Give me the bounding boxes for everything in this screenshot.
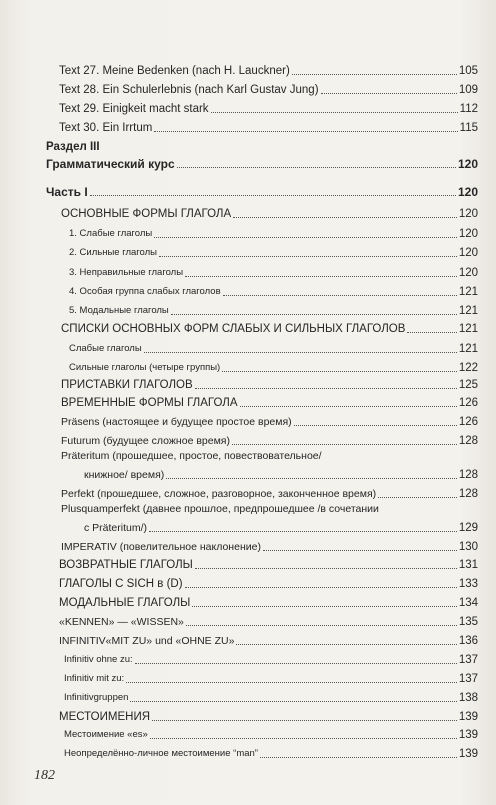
toc-entry-title: Сильные глаголы (четыре группы) (69, 362, 221, 373)
toc-entry-title: Infinitivgruppen (64, 692, 129, 703)
toc-entry[interactable] (61, 376, 478, 392)
toc-leader (186, 625, 457, 626)
toc-entry[interactable] (59, 556, 478, 572)
toc-entry-title: ПРИСТАВКИ ГЛАГОЛОВ (61, 379, 193, 391)
toc-leader (232, 444, 457, 445)
toc-leader (195, 388, 457, 389)
toc-entry[interactable] (84, 466, 478, 482)
toc-leader (211, 112, 458, 113)
toc-entry-title: IMPERATIV (повелительное наклонение) (61, 541, 261, 553)
toc-entry-title: Text 28. Ein Schulerlebnis (nach Karl Gustav Jung) (59, 84, 319, 96)
toc-entry-page: 109 (458, 84, 478, 96)
toc-entry-page: 137 (458, 654, 478, 666)
toc-entry-page: 121 (458, 343, 478, 355)
toc-leader (195, 568, 457, 569)
toc-entry[interactable] (61, 413, 478, 429)
toc-entry-title: Infinitiv ohne zu: (64, 654, 133, 665)
toc-leader (236, 644, 456, 645)
toc-entry-title: Часть I (46, 185, 88, 199)
toc-entry-title: Präsens (настоящее и будущее простое время) (61, 416, 292, 428)
toc-leader (233, 217, 457, 218)
toc-entry-title: 5. Модальные глаголы (69, 305, 169, 316)
toc-entry[interactable] (64, 651, 478, 667)
toc-leader (154, 131, 457, 132)
toc-entry-title: Text 29. Einigkeit macht stark (59, 103, 209, 115)
toc-entry[interactable] (59, 575, 478, 591)
toc-leader (223, 295, 457, 296)
toc-leader (263, 550, 457, 551)
toc-entry-title-line1: Präteritum (прошедшее, простое, повествовательное/ (61, 450, 322, 462)
toc-leader (378, 497, 457, 498)
toc-entry-title: книжное/ время) (84, 469, 165, 481)
toc-entry[interactable] (61, 432, 478, 448)
toc-entry[interactable] (59, 119, 478, 135)
toc-entry-title: ОСНОВНЫЕ ФОРМЫ ГЛАГОЛА (61, 208, 232, 220)
toc-leader (407, 332, 456, 333)
toc-leader (321, 93, 457, 94)
toc-entry-page: 129 (458, 522, 478, 534)
toc-entry[interactable] (64, 689, 478, 705)
toc-entry-title: Perfekt (прошедшее, сложное, разговорное, законченное время) (61, 488, 377, 500)
toc-entry[interactable] (59, 613, 478, 629)
toc-entry-title: СПИСКИ ОСНОВНЫХ ФОРМ СЛАБЫХ И СИЛЬНЫХ ГЛАГОЛОВ (61, 323, 406, 335)
toc-entry-page: 128 (458, 488, 478, 500)
toc-entry-title: ВРЕМЕННЫЕ ФОРМЫ ГЛАГОЛА (61, 397, 238, 409)
toc-leader (154, 237, 457, 238)
toc-entry-title: ВОЗВРАТНЫЕ ГЛАГОЛЫ (59, 559, 193, 571)
toc-entry-page: 120 (458, 267, 478, 279)
toc-leader (166, 478, 457, 479)
toc-entry-page: 105 (458, 65, 478, 77)
toc-entry-title: Infinitiv mit zu: (64, 673, 125, 684)
toc-entry[interactable] (64, 745, 478, 761)
toc-entry-title: 3. Неправильные глаголы (69, 267, 184, 278)
toc-entry-title: Text 27. Meine Bedenken (nach H. Lauckner) (59, 65, 290, 77)
toc-entry[interactable] (69, 264, 478, 280)
toc-entry-page: 139 (458, 748, 478, 760)
toc-entry[interactable] (64, 670, 478, 686)
toc-entry[interactable] (64, 726, 478, 742)
toc-leader (152, 720, 457, 721)
toc-entry-page: 133 (458, 578, 478, 590)
toc-entry-page: 126 (458, 416, 478, 428)
toc-entry-page: 131 (458, 559, 478, 571)
toc-entry-page: 121 (458, 323, 478, 335)
toc-entry-page: 137 (458, 673, 478, 685)
toc-leader (171, 314, 457, 315)
toc-entry-title: «KENNEN» — «WISSEN» (59, 616, 184, 628)
page-number: 182 (34, 768, 55, 783)
toc-entry-title: ГЛАГОЛЫ С SICH в (D) (59, 578, 183, 590)
toc-entry-page: 120 (458, 208, 478, 220)
toc-leader (130, 701, 456, 702)
toc-entry-title: 4. Особая группа слабых глаголов (69, 286, 221, 297)
toc-entry-page: 128 (458, 469, 478, 481)
toc-leader (260, 757, 457, 758)
toc-entry-page: 120 (457, 185, 478, 199)
toc-entry[interactable] (69, 302, 478, 318)
toc-entry-title: Text 30. Ein Irrtum (59, 122, 153, 134)
section-heading: Раздел III (46, 141, 100, 153)
toc-entry-page: 134 (458, 597, 478, 609)
toc-leader (177, 167, 456, 168)
toc-entry-page: 126 (458, 397, 478, 409)
toc-leader (159, 256, 457, 257)
toc-entry-title: 2. Сильные глаголы (69, 247, 158, 258)
toc-entry-page: 139 (458, 711, 478, 723)
toc-leader (185, 276, 457, 277)
toc-entry-title: Грамматический курс (46, 157, 175, 171)
toc-entry-page: 135 (458, 616, 478, 628)
toc-entry[interactable] (61, 394, 478, 410)
toc-entry-page: 120 (458, 228, 478, 240)
toc-entry-page: 120 (457, 157, 478, 171)
toc-entry-page: 130 (458, 541, 478, 553)
toc-entry-page: 121 (458, 286, 478, 298)
toc-entry[interactable] (61, 485, 478, 501)
toc-entry[interactable] (84, 519, 478, 535)
toc-entry[interactable] (69, 283, 478, 299)
toc-entry[interactable] (61, 538, 478, 554)
toc-leader (185, 587, 457, 588)
toc-entry[interactable] (61, 320, 478, 336)
toc-leader (292, 74, 457, 75)
toc-leader (240, 406, 457, 407)
toc-leader (150, 738, 457, 739)
toc-entry-title: МЕСТОИМЕНИЯ (59, 711, 151, 723)
toc-entry-page: 121 (458, 305, 478, 317)
toc-leader (90, 195, 456, 196)
toc-entry-title: Слабые глаголы (69, 343, 142, 354)
toc-entry-page: 136 (458, 635, 478, 647)
toc-entry-title: 1. Слабые глаголы (69, 228, 153, 239)
toc-entry[interactable] (59, 594, 478, 610)
toc-entry-page: 115 (459, 122, 478, 134)
toc-entry-title: МОДАЛЬНЫЕ ГЛАГОЛЫ (59, 597, 191, 609)
toc-entry[interactable] (69, 244, 478, 260)
toc-entry[interactable] (59, 100, 478, 116)
toc-entry-title-line1: Plusquamperfekt (давнее прошлое, предпрошедшее /в сочетании (61, 503, 379, 515)
toc-entry-bold[interactable] (46, 155, 478, 171)
toc-entry[interactable] (59, 81, 478, 97)
toc-leader (294, 425, 457, 426)
toc-entry-page: 139 (458, 729, 478, 741)
toc-leader (135, 663, 457, 664)
toc-entry[interactable] (59, 708, 478, 724)
toc-entry-title: Местоимение «es» (64, 729, 148, 740)
toc-entry-bold[interactable] (46, 183, 478, 199)
toc-leader (222, 371, 457, 372)
toc-entry[interactable] (69, 359, 478, 375)
toc-entry[interactable] (69, 225, 478, 241)
toc-leader (192, 606, 456, 607)
toc-entry-page: 125 (458, 379, 478, 391)
toc-leader (149, 531, 457, 532)
toc-entry[interactable] (59, 62, 478, 78)
toc-entry-title: с Präteritum/) (84, 522, 148, 534)
toc-entry-page: 128 (458, 435, 478, 447)
toc-entry-page: 120 (458, 247, 478, 259)
toc-entry-page: 122 (458, 362, 478, 374)
toc-entry[interactable] (59, 632, 478, 648)
toc-entry[interactable] (69, 340, 478, 356)
toc-leader (144, 352, 457, 353)
toc-entry[interactable] (61, 205, 478, 221)
toc-entry-title: Неопределённо-личное местоимение “man” (64, 748, 258, 759)
toc-entry-title: Futurum (будущее сложное время) (61, 435, 230, 447)
toc-leader (126, 682, 457, 683)
toc-entry-title: INFINITIV«MIT ZU» und «OHNE ZU» (59, 635, 235, 647)
toc-entry-page: 138 (458, 692, 478, 704)
toc-entry-page: 112 (459, 103, 478, 115)
